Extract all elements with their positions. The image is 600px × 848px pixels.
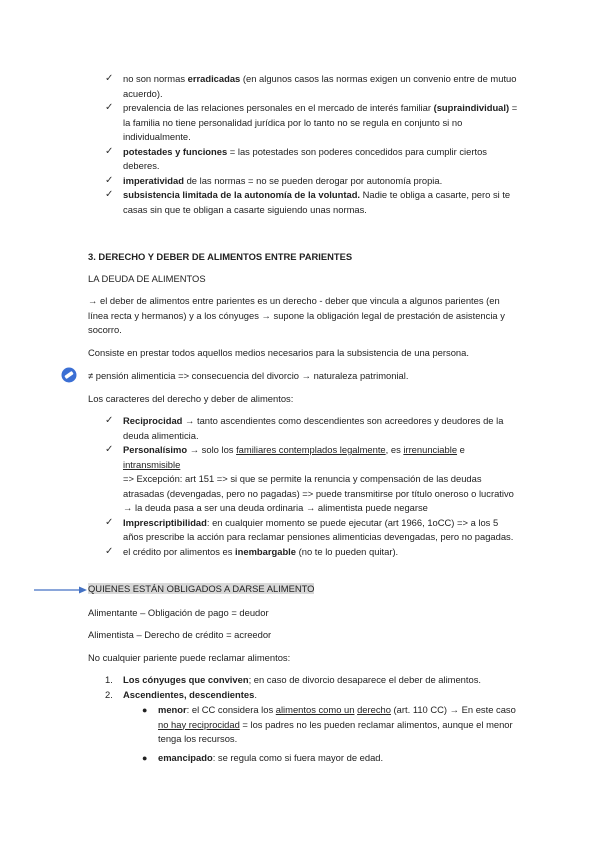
bullet-icon: ● <box>142 752 148 763</box>
check-icon: ✓ <box>105 73 114 84</box>
list-item: ✓ Imprescriptibilidad: en cualquier momento se puede ejecutar (art 1966, 1oCC) => a los 5 años prescribe la acción para reclamar pensiones alimenticias devengadas, pero no pagadas. <box>105 516 514 542</box>
check-icon: ✓ <box>105 174 114 186</box>
check-icon: ✓ <box>105 516 114 528</box>
check-icon: ✓ <box>105 545 114 557</box>
paragraph-pension: ≠ pensión alimenticia => consecuencia del divorcio → naturaleza patrimonial. <box>88 370 409 381</box>
list-item: ✓ Reciprocidad → tanto ascendientes como descendientes son acreedores y deudores de la deuda alimenticia. <box>105 415 504 441</box>
list-item: ✓ imperatividad de las normas = no se pueden derogar por autonomía propia. <box>105 174 520 189</box>
paragraph-consiste: Consiste en prestar todos aquellos medios necesarios para la subsistencia de una persona. <box>88 347 469 358</box>
subheading: LA DEUDA DE ALIMENTOS <box>88 273 206 284</box>
list-item: ✓ potestades y funciones = las potestades son poderes concedidos para cumplir ciertos deberes. <box>105 145 487 171</box>
list-item: ✓ Personalísimo → solo los familiares contemplados legalmente, es irrenunciable e intransmisible => Excepción: art 151 => si que se permite la renuncia y compensación de las deudas atrasadas (devengadas, pero no pagadas) => puede transmitirse por título oneroso o lucrativo → la deuda pasa a ser una deuda ordinaria → alimentista puede negarse <box>105 444 514 513</box>
list-item: ✓ subsistencia limitada de la autonomía de la voluntad. Nadie te obliga a casarte, pero si te casas sin que te obligan a casarte siguiendo unas normas. <box>105 189 511 215</box>
check-list-caracteres <box>105 414 520 559</box>
list-item: ● emancipado: se regula como si fuera mayor de edad. <box>140 751 520 766</box>
paragraph-definition: → el deber de alimentos entre parientes es un derecho - deber que vincula a algunos parientes (en línea recta y hermanos) y a los cónyuges → supone la obligación legal de prestación de asistencia y socorro. <box>88 295 505 335</box>
arrow-right-icon <box>34 584 88 596</box>
check-icon: ✓ <box>105 102 114 113</box>
highlight-heading: QUIENES ESTÁN OBLIGADOS A DARSE ALIMENTO <box>88 583 315 594</box>
paragraph-alimentante: Alimentante – Obligación de pago = deudor <box>88 607 269 618</box>
list-item: 1. Los cónyuges que conviven; en caso de divorcio desaparece el deber de alimentos. <box>105 674 481 685</box>
list-item: ● menor: el CC considera los alimentos como un derecho (art. 110 CC) → En este caso no hay reciprocidad = los padres no les pueden reclamar alimentos, aunque el menor tenga los recursos. <box>142 704 516 744</box>
bullet-icon: ● <box>142 705 148 715</box>
bullet-list <box>140 703 520 765</box>
check-icon: ✓ <box>105 415 114 426</box>
check-icon: ✓ <box>105 444 114 455</box>
numbered-list <box>105 673 520 702</box>
paragraph-alimentista: Alimentista – Derecho de crédito = acreedor <box>88 629 272 640</box>
section-heading: 3. DERECHO Y DEBER DE ALIMENTOS ENTRE PARIENTES <box>88 251 353 262</box>
list-item: 2. Ascendientes, descendientes. <box>105 688 257 700</box>
list-item: ✓ el crédito por alimentos es inembargable (no te lo pueden quitar). <box>105 545 520 560</box>
list-item: ✓ no son normas erradicadas (en algunos casos las normas exigen un convenio entre de mutuo acuerdo). <box>105 73 517 99</box>
check-icon: ✓ <box>105 145 114 157</box>
check-list-features <box>105 72 520 217</box>
paragraph-reclamar: No cualquier pariente puede reclamar alimentos: <box>88 652 291 663</box>
list-item: ✓ prevalencia de las relaciones personales en el mercado de interés familiar (supraindividual) = la familia no tiene personalidad jurídica por lo tanto no se regula en conjunto si no individualmente. <box>105 102 518 142</box>
no-entry-icon <box>61 367 77 383</box>
paragraph-caracteres: Los caracteres del derecho y deber de alimentos: <box>88 393 294 404</box>
check-icon: ✓ <box>105 189 114 200</box>
